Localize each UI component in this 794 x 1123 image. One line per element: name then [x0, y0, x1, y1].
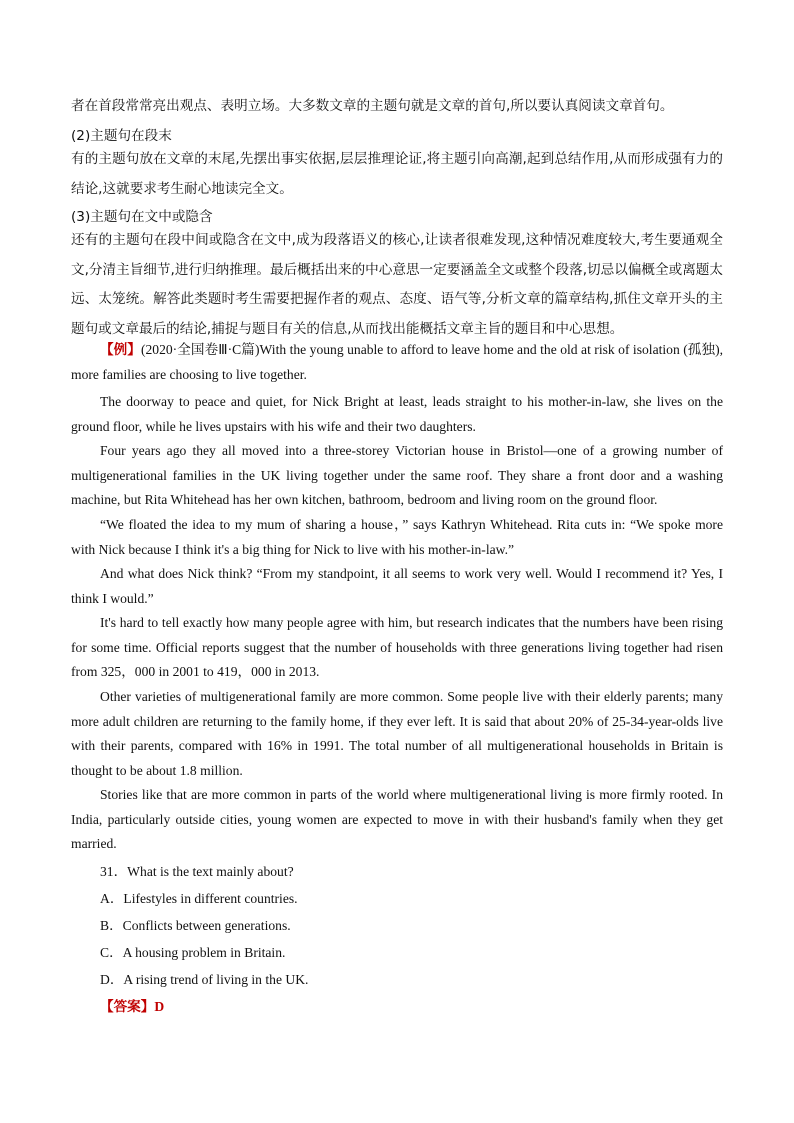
option-c: C．A housing problem in Britain.	[100, 945, 286, 960]
passage-paragraph: It's hard to tell exactly how many people agree with him, but research indicates that the numbers have been rising for some time. Official reports suggest that the number of households with three generations living together had risen from 325，000 in 2001 to 419，000 in 2013.	[71, 615, 723, 680]
example-source: (2020·全国卷Ⅲ·C篇)	[140, 342, 260, 357]
heading-topic-sentence-middle: (3)主题句在文中或隐含	[71, 209, 213, 225]
option-b: B．Conflicts between generations.	[100, 918, 291, 933]
passage-paragraph: And what does Nick think? “From my standpoint, it all seems to work very well. Would I recommend it? Yes, I think I would.”	[71, 566, 723, 606]
option-a: A．Lifestyles in different countries.	[100, 891, 298, 906]
passage-paragraph: Four years ago they all moved into a three-storey Victorian house in Bristol—one of a growing number of multigenerational families in the UK living together under the same roof. They share a front door and a washing machine, but Rita Whitehead has her own kitchen, bathroom, bedroom and living room on the ground floor.	[71, 443, 723, 508]
question-stem: 31．What is the text mainly about?	[100, 864, 294, 879]
paragraph-topic-middle: 还有的主题句在段中间或隐含在文中,成为段落语义的核心,让读者很难发现,这种情况难度较大,考生要通观全文,分清主旨细节,进行归纳推理。最后概括出来的中心意思一定要涵盖全文或整个段落,切忌以偏概全或离题太远、太笼统。解答此类题时考生需要把握作者的观点、态度、语气等,分析文章的篇章结构,抓住文章开头的主题句或文章最后的结论,捕捉与题目有关的信息,从而找出能概括文章主旨的题目和中心思想。	[71, 232, 723, 337]
heading-topic-sentence-end: (2)主题句在段末	[71, 128, 172, 144]
intro-line: 者在首段常常亮出观点、表明立场。大多数文章的主题句就是文章的首句,所以要认真阅读文章首句。	[71, 98, 674, 114]
answer-line	[100, 995, 164, 1016]
passage-paragraph: The doorway to peace and quiet, for Nick Bright at least, leads straight to his mother-in-law, she lives on the ground floor, while he lives upstairs with his wife and their two daughters.	[71, 394, 723, 434]
answer-value: D	[154, 999, 165, 1014]
option-d: D．A rising trend of living in the UK.	[100, 972, 309, 987]
passage-paragraph: Stories like that are more common in parts of the world where multigenerational living is more firmly rooted. In India, particularly outside cities, young women are expected to move in with their husband's family when they get married.	[71, 787, 723, 852]
example-label: 【例】	[100, 342, 141, 358]
example-intro	[71, 338, 723, 387]
passage-paragraph: Other varieties of multigenerational family are more common. Some people live with their elderly parents; many more adult children are returning to the family home, if they ever left. It is said that about 20% of 25-34-year-olds live with their parents, compared with 16% in 1991. The total number of all multigenerational households in Britain is thought to be about 1.8 million.	[71, 689, 723, 778]
answer-label: 【答案】	[100, 999, 155, 1015]
paragraph-topic-end: 有的主题句放在文章的末尾,先摆出事实依据,层层推理论证,将主题引向高潮,起到总结作用,从而形成强有力的结论,这就要求考生耐心地读完全文。	[71, 151, 723, 197]
passage-paragraph: “We floated the idea to my mum of sharing a house，” says Kathryn Whitehead. Rita cuts in: “We spoke more with Nick because I think it's a big thing for Nick to live with his mother-in-law.”	[71, 517, 723, 557]
example-text: With the young unable to afford to leave home and the old at risk of isolation (孤独), more families are choosing to live together.	[71, 342, 724, 382]
